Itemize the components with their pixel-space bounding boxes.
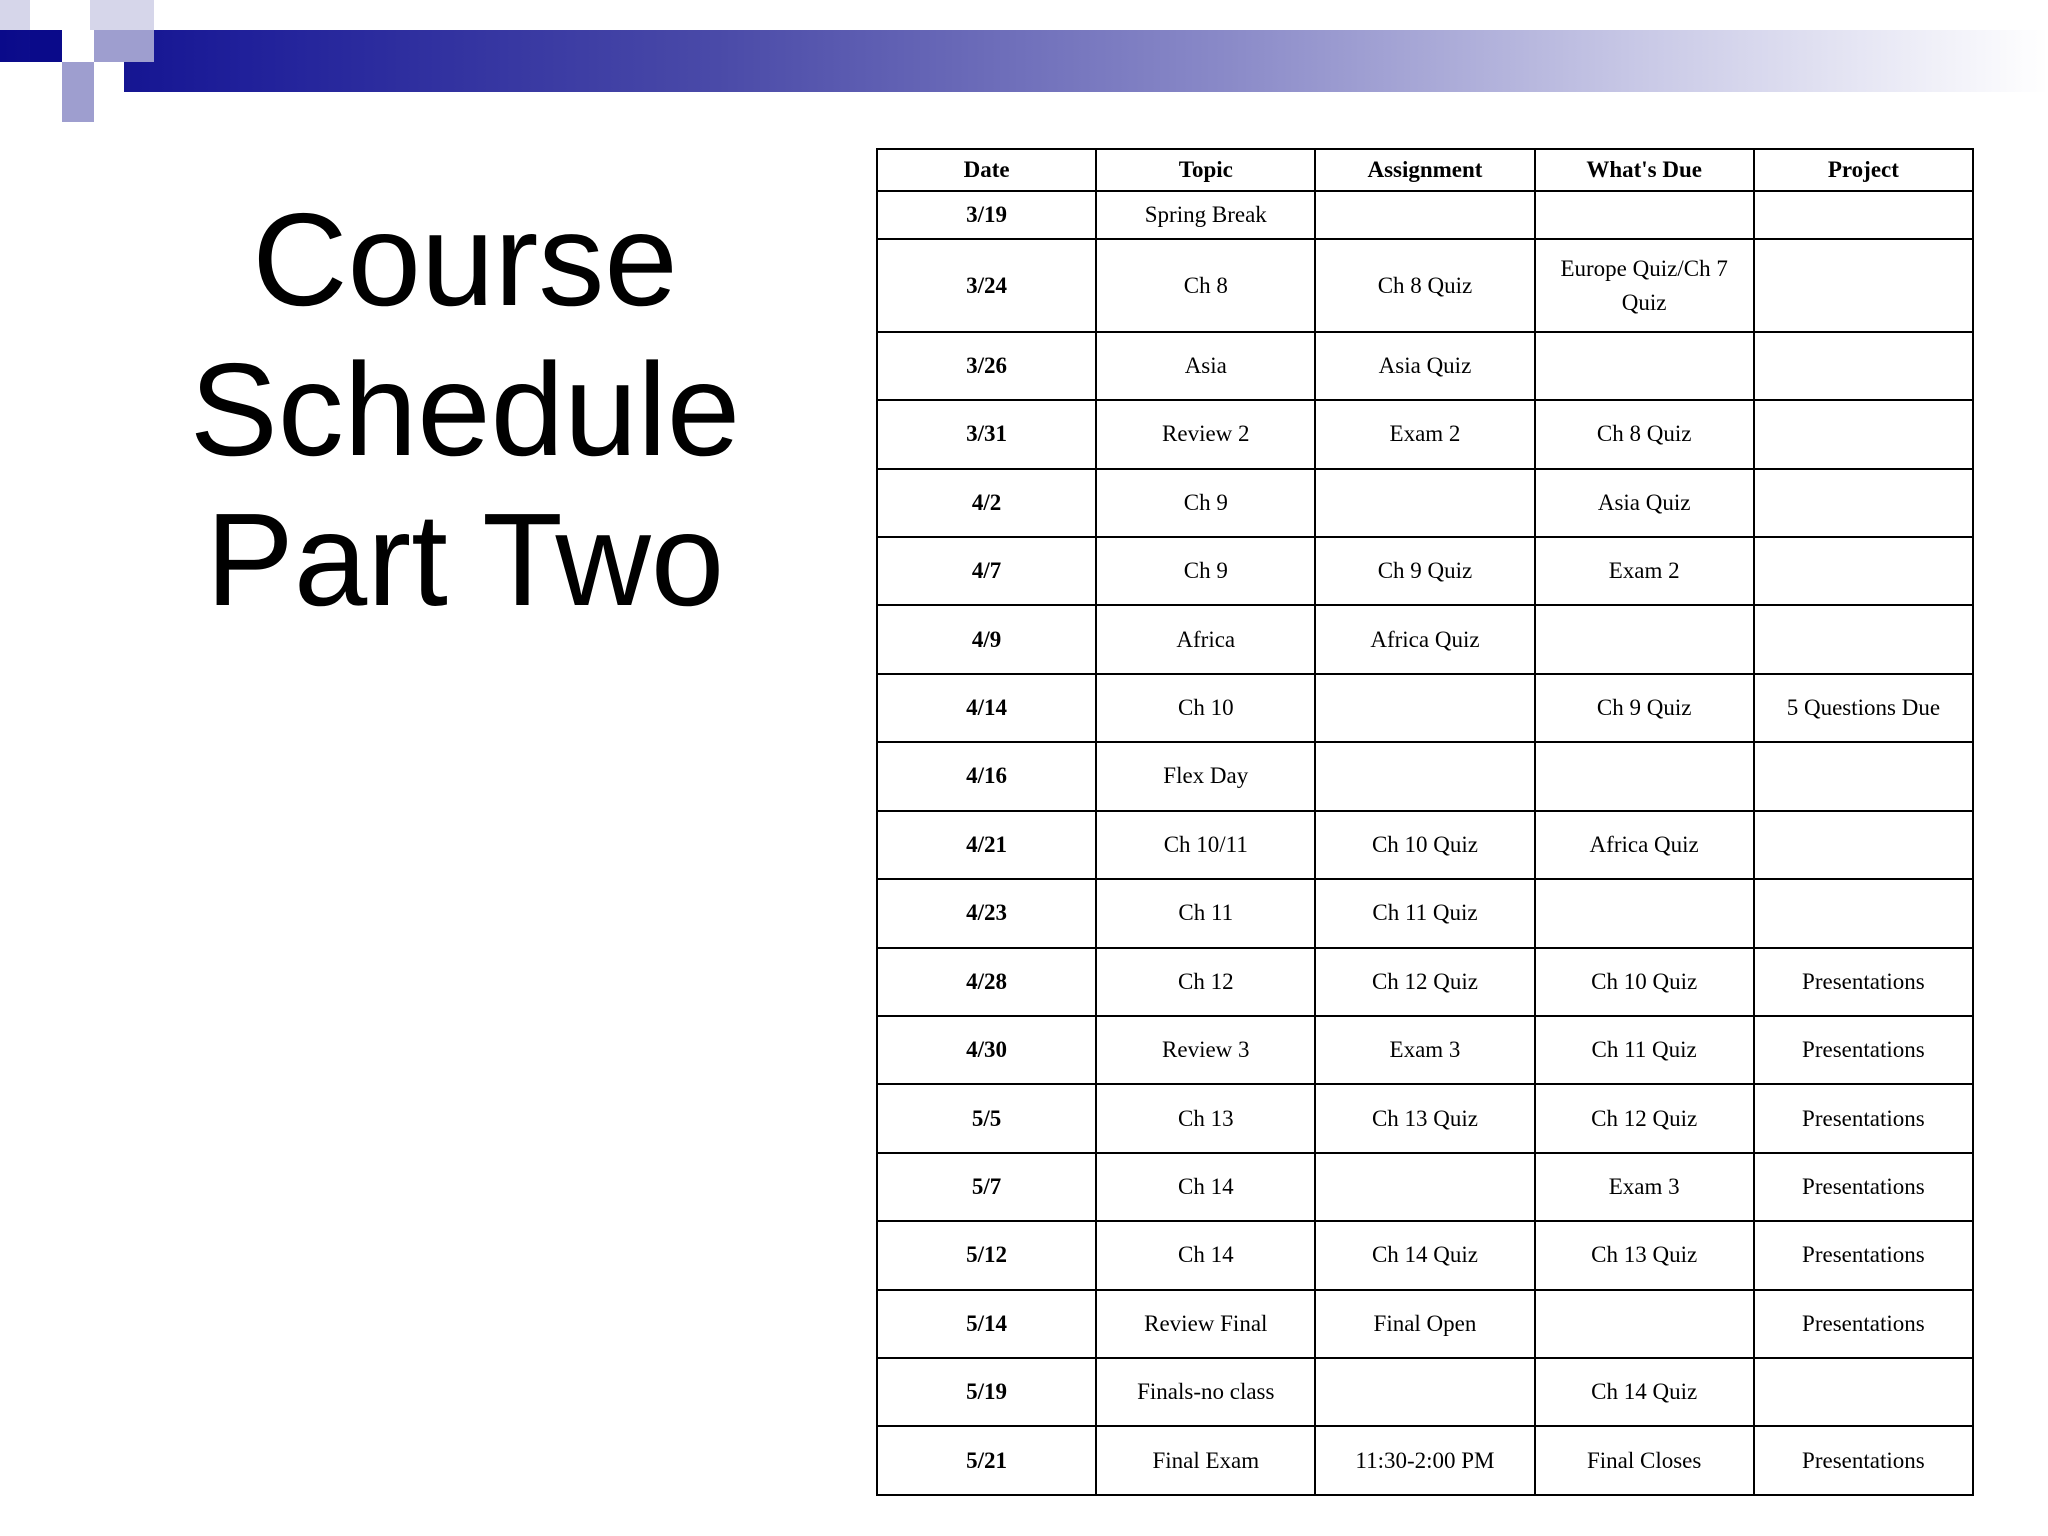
cell-date: 4/2 xyxy=(877,469,1096,537)
cell-whats-due xyxy=(1535,879,1754,947)
cell-date: 3/24 xyxy=(877,239,1096,332)
cell-topic: Review 3 xyxy=(1096,1016,1315,1084)
table-row xyxy=(877,811,1973,879)
cell-date: 4/16 xyxy=(877,742,1096,810)
table-row xyxy=(877,1358,1973,1426)
cell-assignment xyxy=(1315,1153,1534,1221)
cell-assignment: Ch 12 Quiz xyxy=(1315,948,1534,1016)
cell-project: Presentations xyxy=(1754,1426,1973,1495)
table-row xyxy=(877,879,1973,947)
cell-assignment xyxy=(1315,742,1534,810)
cell-assignment: Ch 8 Quiz xyxy=(1315,239,1534,332)
table-row xyxy=(877,191,1973,239)
cell-project: Presentations xyxy=(1754,1221,1973,1289)
cell-assignment: Exam 3 xyxy=(1315,1016,1534,1084)
table-row xyxy=(877,1221,1973,1289)
cell-project xyxy=(1754,239,1973,332)
cell-date: 5/5 xyxy=(877,1084,1096,1152)
cell-whats-due: Africa Quiz xyxy=(1535,811,1754,879)
cell-topic: Ch 8 xyxy=(1096,239,1315,332)
decor-square xyxy=(94,62,124,92)
cell-project: Presentations xyxy=(1754,1016,1973,1084)
cell-project xyxy=(1754,879,1973,947)
cell-whats-due: Europe Quiz/Ch 7 Quiz xyxy=(1535,239,1754,332)
cell-assignment xyxy=(1315,674,1534,742)
cell-topic: Ch 14 xyxy=(1096,1221,1315,1289)
cell-project xyxy=(1754,332,1973,400)
table-row xyxy=(877,537,1973,605)
schedule-table-container xyxy=(876,148,1974,1496)
table-row xyxy=(877,400,1973,468)
column-header-topic: Topic xyxy=(1096,149,1315,191)
table-row xyxy=(877,605,1973,673)
cell-whats-due: Ch 10 Quiz xyxy=(1535,948,1754,1016)
cell-whats-due: Final Closes xyxy=(1535,1426,1754,1495)
cell-date: 4/7 xyxy=(877,537,1096,605)
cell-date: 5/19 xyxy=(877,1358,1096,1426)
cell-whats-due xyxy=(1535,191,1754,239)
cell-date: 4/28 xyxy=(877,948,1096,1016)
cell-project: Presentations xyxy=(1754,1153,1973,1221)
cell-topic: Ch 12 xyxy=(1096,948,1315,1016)
cell-project xyxy=(1754,191,1973,239)
slide-title-line: Part Two xyxy=(205,486,725,633)
cell-assignment: 11:30-2:00 PM xyxy=(1315,1426,1534,1495)
decor-square xyxy=(62,30,94,62)
table-row xyxy=(877,469,1973,537)
cell-date: 5/7 xyxy=(877,1153,1096,1221)
cell-topic: Ch 9 xyxy=(1096,469,1315,537)
cell-date: 4/14 xyxy=(877,674,1096,742)
decor-square xyxy=(62,92,94,122)
cell-assignment: Asia Quiz xyxy=(1315,332,1534,400)
cell-project xyxy=(1754,469,1973,537)
table-row xyxy=(877,1016,1973,1084)
cell-project xyxy=(1754,742,1973,810)
header-gradient-bar xyxy=(0,30,2048,92)
cell-whats-due: Ch 11 Quiz xyxy=(1535,1016,1754,1084)
cell-assignment: Exam 2 xyxy=(1315,400,1534,468)
table-row xyxy=(877,1153,1973,1221)
table-row xyxy=(877,742,1973,810)
cell-topic: Ch 10/11 xyxy=(1096,811,1315,879)
cell-project xyxy=(1754,1358,1973,1426)
cell-date: 5/12 xyxy=(877,1221,1096,1289)
cell-whats-due xyxy=(1535,332,1754,400)
table-row xyxy=(877,1426,1973,1495)
cell-date: 4/23 xyxy=(877,879,1096,947)
table-row xyxy=(877,948,1973,1016)
table-row xyxy=(877,332,1973,400)
cell-assignment: Final Open xyxy=(1315,1290,1534,1358)
table-row xyxy=(877,674,1973,742)
table-header-row xyxy=(877,149,1973,191)
cell-date: 3/26 xyxy=(877,332,1096,400)
cell-project xyxy=(1754,537,1973,605)
cell-date: 4/30 xyxy=(877,1016,1096,1084)
schedule-table xyxy=(876,148,1974,1496)
decor-square xyxy=(94,30,154,62)
cell-whats-due xyxy=(1535,742,1754,810)
cell-whats-due: Ch 9 Quiz xyxy=(1535,674,1754,742)
column-header-whats-due: What's Due xyxy=(1535,149,1754,191)
slide-title xyxy=(90,185,840,635)
slide-title-line: Course xyxy=(252,186,678,333)
cell-whats-due xyxy=(1535,1290,1754,1358)
cell-assignment xyxy=(1315,191,1534,239)
cell-assignment: Ch 9 Quiz xyxy=(1315,537,1534,605)
cell-topic: Ch 14 xyxy=(1096,1153,1315,1221)
decor-square xyxy=(0,0,30,30)
cell-topic: Flex Day xyxy=(1096,742,1315,810)
cell-date: 5/14 xyxy=(877,1290,1096,1358)
cell-project xyxy=(1754,811,1973,879)
cell-project: Presentations xyxy=(1754,948,1973,1016)
cell-topic: Ch 9 xyxy=(1096,537,1315,605)
decor-square xyxy=(30,0,90,30)
cell-date: 4/9 xyxy=(877,605,1096,673)
decor-square xyxy=(90,0,154,30)
cell-date: 3/19 xyxy=(877,191,1096,239)
cell-topic: Review Final xyxy=(1096,1290,1315,1358)
slide-title-line: Schedule xyxy=(189,336,741,483)
cell-project xyxy=(1754,605,1973,673)
cell-assignment: Ch 11 Quiz xyxy=(1315,879,1534,947)
cell-date: 4/21 xyxy=(877,811,1096,879)
cell-topic: Spring Break xyxy=(1096,191,1315,239)
table-row xyxy=(877,239,1973,332)
table-row xyxy=(877,1084,1973,1152)
cell-topic: Final Exam xyxy=(1096,1426,1315,1495)
cell-whats-due: Exam 2 xyxy=(1535,537,1754,605)
cell-whats-due: Ch 12 Quiz xyxy=(1535,1084,1754,1152)
table-body xyxy=(877,191,1973,1495)
column-header-date: Date xyxy=(877,149,1096,191)
cell-date: 3/31 xyxy=(877,400,1096,468)
cell-project: 5 Questions Due xyxy=(1754,674,1973,742)
column-header-project: Project xyxy=(1754,149,1973,191)
cell-assignment: Africa Quiz xyxy=(1315,605,1534,673)
cell-topic: Ch 13 xyxy=(1096,1084,1315,1152)
cell-assignment: Ch 14 Quiz xyxy=(1315,1221,1534,1289)
cell-whats-due xyxy=(1535,605,1754,673)
decor-square xyxy=(30,30,62,62)
cell-assignment xyxy=(1315,469,1534,537)
cell-assignment: Ch 10 Quiz xyxy=(1315,811,1534,879)
cell-date: 5/21 xyxy=(877,1426,1096,1495)
cell-assignment xyxy=(1315,1358,1534,1426)
cell-whats-due: Exam 3 xyxy=(1535,1153,1754,1221)
column-header-assignment: Assignment xyxy=(1315,149,1534,191)
cell-project: Presentations xyxy=(1754,1084,1973,1152)
cell-topic: Ch 11 xyxy=(1096,879,1315,947)
cell-project: Presentations xyxy=(1754,1290,1973,1358)
cell-topic: Finals-no class xyxy=(1096,1358,1315,1426)
decor-square xyxy=(62,62,94,92)
cell-whats-due: Ch 8 Quiz xyxy=(1535,400,1754,468)
table-row xyxy=(877,1290,1973,1358)
cell-whats-due: Asia Quiz xyxy=(1535,469,1754,537)
cell-project xyxy=(1754,400,1973,468)
cell-topic: Africa xyxy=(1096,605,1315,673)
cell-whats-due: Ch 14 Quiz xyxy=(1535,1358,1754,1426)
cell-topic: Review 2 xyxy=(1096,400,1315,468)
cell-whats-due: Ch 13 Quiz xyxy=(1535,1221,1754,1289)
decor-square xyxy=(0,62,62,122)
cell-assignment: Ch 13 Quiz xyxy=(1315,1084,1534,1152)
cell-topic: Ch 10 xyxy=(1096,674,1315,742)
cell-topic: Asia xyxy=(1096,332,1315,400)
